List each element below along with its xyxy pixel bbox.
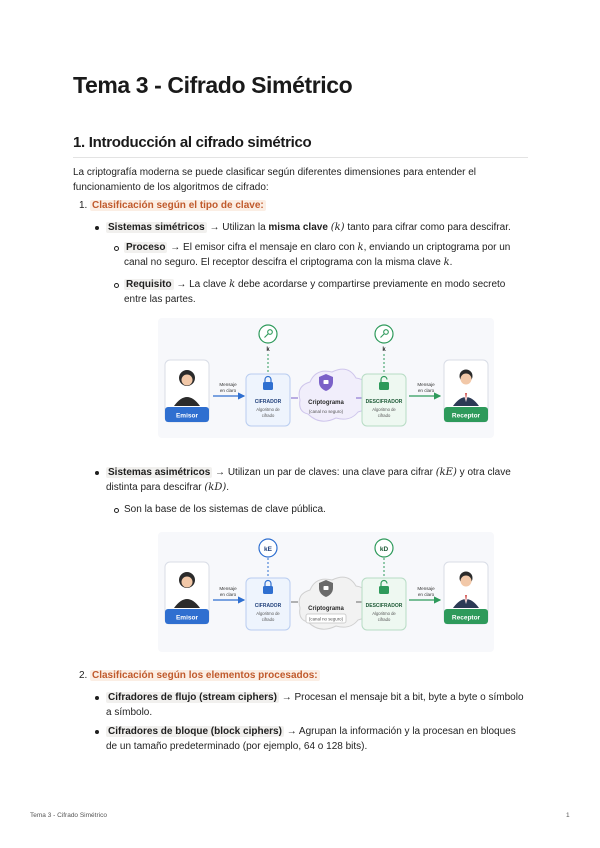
cifrador-sub2: cifrado xyxy=(261,413,275,418)
msg-left-2: en claro xyxy=(219,388,237,393)
descifrador-box xyxy=(362,374,406,426)
key-left-label: kE xyxy=(264,546,272,553)
simetricos-item xyxy=(106,220,536,235)
proceso-line1-a: → El emisor cifra el mensaje en claro con xyxy=(167,242,358,253)
bullet-dot xyxy=(95,730,99,734)
emisor-card xyxy=(165,562,209,624)
simetricos-bold: misma clave xyxy=(268,222,328,233)
msg-right-2: en claro xyxy=(417,388,435,393)
bloque-line2: de un tamaño predeterminado (por ejemplo, 64 o 128 bits). xyxy=(106,741,368,752)
asimetricos-item xyxy=(106,465,536,495)
asimetricos-line2-a: distinta para descifrar xyxy=(106,482,205,493)
cifrador-sub1: Algoritmo de xyxy=(256,407,280,412)
proceso-line2-b: . xyxy=(449,257,453,268)
term-proceso: Proceso xyxy=(126,242,166,253)
receptor-card xyxy=(444,360,488,422)
bullet-ring xyxy=(114,246,119,251)
requisito-item xyxy=(124,277,534,307)
list-number-2: 2. xyxy=(79,670,88,681)
bullet-dot xyxy=(95,696,99,700)
cifrador-sub2: cifrado xyxy=(261,617,275,622)
proceso-item xyxy=(124,240,534,270)
item2-heading xyxy=(90,668,320,683)
msg-left-2: en claro xyxy=(219,592,237,597)
receptor-label: Receptor xyxy=(451,412,481,420)
criptograma-sub: (canal no seguro) xyxy=(308,409,344,414)
msg-right-1: Mensaje xyxy=(417,382,435,387)
symmetric-encryption-diagram xyxy=(158,318,494,438)
simetricos-text-b: tanto para cifrar como para descifrar. xyxy=(344,222,511,233)
proceso-line1-b: , enviando un criptograma por un xyxy=(363,242,511,253)
key-right-label: k xyxy=(382,347,386,353)
bullet-dot xyxy=(95,226,99,230)
key-right-label: kD xyxy=(379,546,389,553)
msg-left-1: Mensaje xyxy=(219,382,237,387)
cifrador-label: CIFRADOR xyxy=(254,603,282,609)
page-number: 1 xyxy=(566,812,570,819)
criptograma-label: Criptograma xyxy=(308,606,344,612)
intro-line-1: La criptografía moderna se puede clasificar según diferentes dimensiones para entender el xyxy=(73,167,477,178)
math-k: k xyxy=(443,257,450,268)
item1-heading-text: Clasificación según el tipo de clave: xyxy=(92,200,264,211)
item1-heading xyxy=(90,198,266,213)
list-number-1: 1. xyxy=(79,200,88,211)
bloque-line1: → Agrupan la información y la procesan en bloques xyxy=(283,726,516,737)
cifrador-box xyxy=(246,578,290,630)
bullet-ring xyxy=(114,283,119,288)
msg-right-2: en claro xyxy=(417,592,435,597)
descifrador-sub2: cifrado xyxy=(377,413,391,418)
proceso-line2-a: canal no seguro. El receptor descifra el criptograma con la misma clave xyxy=(124,257,444,268)
msg-right-1: Mensaje xyxy=(417,586,435,591)
term-bloque: Cifradores de bloque (block ciphers) xyxy=(108,726,282,737)
msg-left-1: Mensaje xyxy=(219,586,237,591)
key-left-label: k xyxy=(266,347,270,353)
criptograma-sub: (canal no seguro) xyxy=(308,616,344,622)
asimetricos-line2-b: . xyxy=(226,482,230,493)
descifrador-sub2: cifrado xyxy=(377,617,391,622)
bloque-item xyxy=(106,724,536,754)
receptor-card xyxy=(444,562,488,624)
math-kd: (kD) xyxy=(204,482,227,493)
cifrador-box xyxy=(246,374,290,426)
item2-heading-text: Clasificación según los elementos procesados: xyxy=(92,670,318,681)
math-ke: (kE) xyxy=(435,467,457,478)
flujo-line1: → Procesan el mensaje bit a bit, byte a byte o símbolo xyxy=(278,692,524,703)
asimetricos-text-b: y otra clave xyxy=(456,467,511,478)
requisito-line1-a: → La clave xyxy=(173,279,230,290)
cifrador-label: CIFRADOR xyxy=(254,399,282,405)
descifrador-label: DESCIFRADOR xyxy=(365,399,403,405)
criptograma-label: Criptograma xyxy=(308,400,344,406)
math-k: k xyxy=(229,279,236,290)
term-flujo: Cifradores de flujo (stream ciphers) xyxy=(108,692,277,703)
math-k: (k) xyxy=(330,222,345,233)
page-title: Tema 3 - Cifrado Simétrico xyxy=(73,72,353,98)
emisor-label: Emisor xyxy=(175,614,199,622)
term-simetricos: Sistemas simétricos xyxy=(108,222,205,233)
section-divider xyxy=(73,157,528,158)
descifrador-label: DESCIFRADOR xyxy=(365,603,403,609)
footer-title: Tema 3 - Cifrado Simétrico xyxy=(30,812,107,819)
term-requisito: Requisito xyxy=(126,279,172,290)
descifrador-sub1: Algoritmo de xyxy=(372,407,396,412)
requisito-line1-b: debe acordarse y compartirse previamente en modo secreto xyxy=(235,279,506,290)
simetricos-text-a: → Utilizan la xyxy=(206,222,269,233)
descifrador-sub1: Algoritmo de xyxy=(372,611,396,616)
section-title: 1. Introducción al cifrado simétrico xyxy=(73,134,312,151)
math-k: k xyxy=(357,242,364,253)
receptor-label: Receptor xyxy=(451,614,481,622)
flujo-item xyxy=(106,690,536,720)
term-asimetricos: Sistemas asimétricos xyxy=(108,467,211,478)
asimetricos-sub: Son la base de los sistemas de clave pública. xyxy=(124,504,326,515)
intro-paragraph xyxy=(73,165,528,195)
bullet-ring xyxy=(114,508,119,513)
flujo-line2: a símbolo. xyxy=(106,707,153,718)
cifrador-sub1: Algoritmo de xyxy=(256,611,280,616)
asymmetric-encryption-diagram xyxy=(158,532,494,652)
descifrador-box xyxy=(362,578,406,630)
asimetricos-text-a: → Utilizan un par de claves: una clave para cifrar xyxy=(212,467,436,478)
emisor-card xyxy=(165,360,209,422)
intro-line-2: funcionamiento de los algoritmos de cifrado: xyxy=(73,182,269,193)
requisito-line2: entre las partes. xyxy=(124,294,196,305)
bullet-dot xyxy=(95,471,99,475)
emisor-label: Emisor xyxy=(175,412,199,420)
